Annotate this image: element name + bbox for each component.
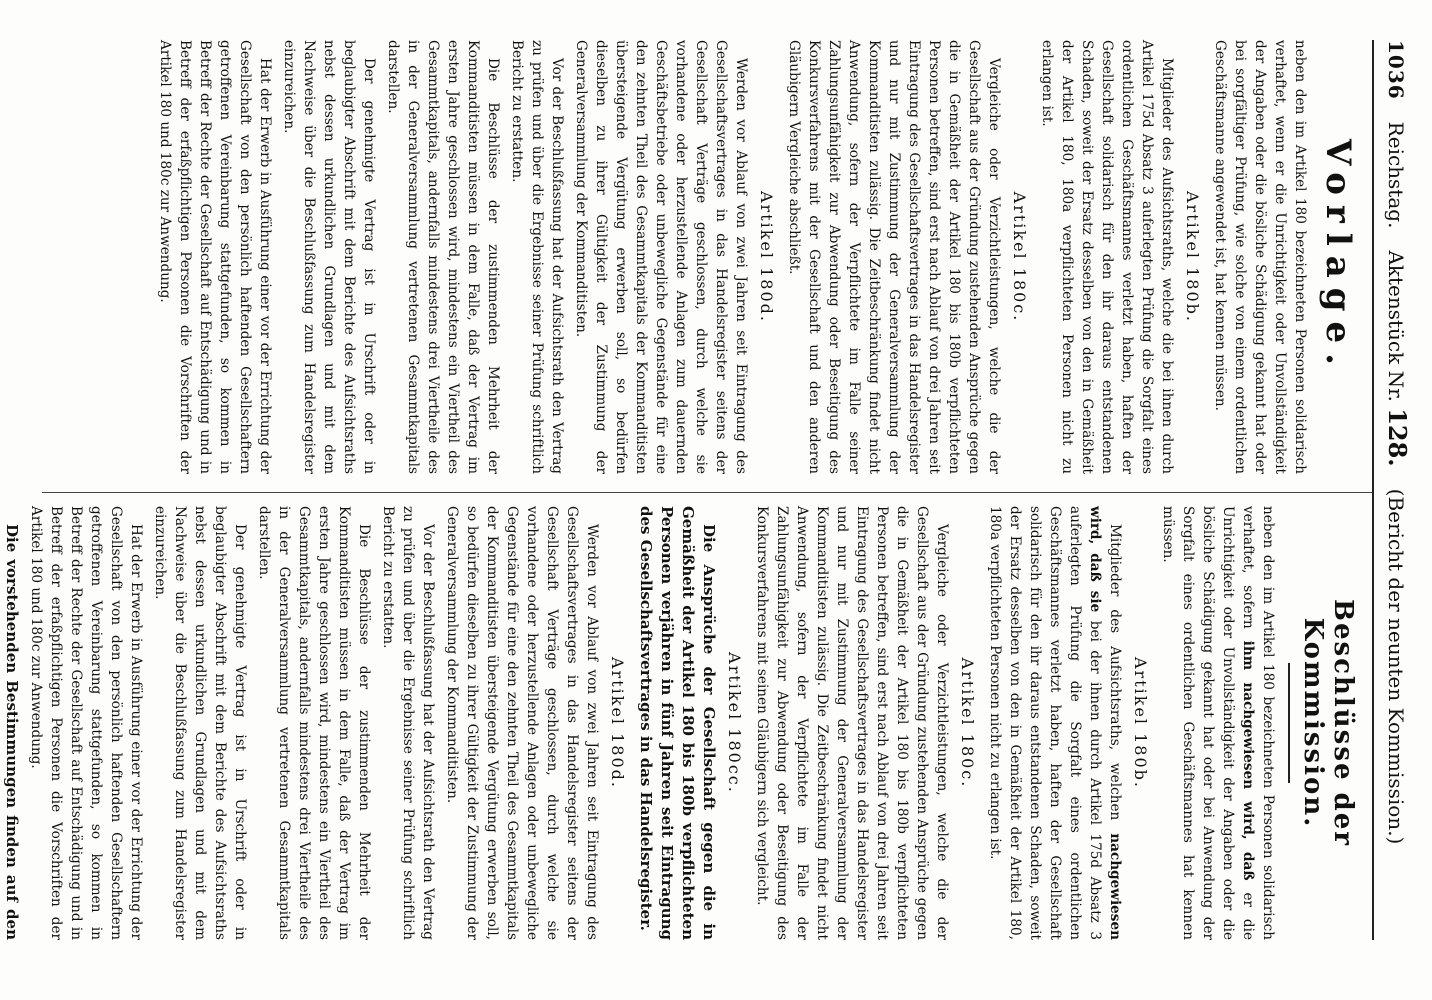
left-article-180b-text: Mitglieder des Aufsichtsraths, welche die bei ihnen durch Artikel 175d Absatz 3 auferlegten Prüfung die Sorgfalt eines ordentlichen Geschäftsmannes verletzt haben, haften der Gesellschaft solidarisch für den ihr daraus entstandenen Schaden, soweit der Ersatz desselben von den in Gemäßheit der Artikel 180, 180a verpflichteten Personen nicht zu erlangen ist.	[1039, 40, 1175, 474]
left-article-180c-heading: Artikel 180c.	[1010, 191, 1029, 323]
right-article-180c-heading: Artikel 180c.	[958, 657, 977, 789]
right-article-180d-closing: Die vorstehenden Bestimmungen finden auf den	[3, 524, 21, 940]
left-article-180d-para-2: Vor der Beschlußfassung hat der Aufsichtsrath den Vertrag zu prüfen und über die Ergebnisse seiner Prüfung schriftlich Bericht zu erstatten.	[509, 40, 565, 474]
left-article-180b-heading: Artikel 180b.	[1183, 191, 1202, 323]
right-article-180d-heading: Artikel 180d.	[608, 657, 627, 789]
heading-rule	[1288, 663, 1290, 783]
page-number: 1036	[1384, 40, 1408, 100]
right-180b-bold: nachgewiesen wird, daß sie	[1087, 506, 1123, 940]
column-divider	[42, 492, 1372, 493]
right-opening-end: er die Unrichtigkeit oder Unvollständigkeit der Angaben oder die bösliche Schädigung gekannt hat oder bei Anwendung der Sorgfalt eines ordentlichen Geschäftsmannes hat kennen müssen.	[1160, 506, 1256, 941]
left-article-180d-heading: Artikel 180d.	[757, 191, 776, 323]
left-article-180d-para-1: Werden vor Ablauf von zwei Jahren seit Eintragung des Gesellschaftsvertrages in das Handelsregister seitens der Gesellschaft Verträge geschlossen, durch welche sie vorhandene oder herzustellende Anlagen zum dauernden Geschäftsbetriebe oder unbewegliche Gegenstände für eine den zehnten Theil des Gesammtkapitals der Kommanditisten übersteigende Vergütung erwerben soll, so bedürfen dieselben zu ihrer Gültigkeit der Zustimmung der Generalversammlung der Kommanditisten.	[573, 40, 749, 474]
left-column	[151, 40, 1362, 474]
right-180b-start: Mitglieder des Aufsichtsraths, welchen	[1107, 524, 1123, 834]
left-article-180c-text: Vergleiche oder Verzichtleistungen, welche die der Gesellschaft aus der Gründung zustehenden Ansprüche gegen die in Gemäßheit der Artikel 180 bis 180b verpflichteten Personen betreffen, sind erst nach Ablauf von drei Jahren seit Eintragung des Gesellschaftsvertrages in das Handelsregister und nur mit Zustimmung der Generalversammlung der Kommanditisten zulässig. Die Zeitbeschränkung findet nicht Anwendung, sofern der Verpflichtete im Falle seiner Zahlungsunfähigkeit zur Abwendung oder Beseitigung des Konkursverfahrens mit der Gesellschaft und den anderen Gläubigern Vergleiche abschließt.	[786, 40, 1002, 474]
right-article-180d-para-3: Die Beschlüsse der zustimmenden Mehrheit der Kommanditisten müssen in dem Falle, daß der Vertrag im ersten Jahre geschlossen wird, mindestens ein Viertheil des Gesammtkapitals, andernfalls mindestens drei Viertheile des in der Generalversammlung vertretenen Gesammtkapitals darstellen.	[256, 506, 372, 940]
right-opening-paragraph	[1158, 506, 1278, 940]
right-article-180b-heading: Artikel 180b.	[1131, 657, 1150, 789]
right-article-180cc-heading: Artikel 180cc.	[725, 652, 744, 794]
right-article-180cc-text: Die Ansprüche der Gesellschaft gegen die in Gemäßheit der Artikel 180 bis 180b verpflichteten Personen verjähren in fünf Jahren seit Eintragung des Gesellschaftsvertrages in das Handelsregister.	[637, 506, 718, 940]
right-article-180c-text: Vergleiche oder Verzichtleistungen, welche die der Gesellschaft aus der Gründung zustehenden Ansprüche gegen die in Gemäßheit der Artikel 180 bis 180b verpflichteten Personen betreffen, sind erst nach Ablauf von drei Jahren seit Eintragung des Gesellschaftsvertrages in das Handelsregister und nur mit Zustimmung der Generalversammlung der Kommanditisten zulässig. Die Zeitbeschränkung findet nicht Anwendung, sofern der Verpflichtete im Falle der Zahlungsunfähigkeit zur Abwendung oder Beseitigung des Konkursverfahrens mit seinen Gläubigern sich vergleicht.	[754, 506, 950, 940]
right-article-180d-para-1: Werden vor Ablauf von zwei Jahren seit Eintragung des Gesellschaftsvertrages in das Handelsregister seitens der Gesellschaft Verträge geschlossen, durch welche sie vorhandene oder herzustellende Anlagen oder unbewegliche Gegenstände für eine den zehnten Theil des Gesammtkapitals der Kommanditisten übersteigende Vergütung erwerben soll, so bedürfen dieselben zu ihrer Gültigkeit der Zustimmung der Generalversammlung der Kommanditisten.	[444, 506, 600, 940]
right-article-180d-para-4: Der genehmigte Vertrag ist in Urschrift oder in beglaubigter Abschrift mit dem Berichte des Aufsichtsraths nebst dessen urkundlichen Grundlagen und mit dem Nachweise über die Beschlußfassung zum Handelsregister einzureichen.	[152, 506, 248, 940]
left-article-180d-para-4: Der genehmigte Vertrag ist in Urschrift oder in beglaubigter Abschrift mit dem Berichte des Aufsichtsraths nebst dessen urkundlichen Grundlagen und mit dem Nachweise über die Beschlußfassung zum Handelsregister einzureichen.	[281, 40, 377, 474]
right-article-180d-para-5: Hat der Erwerb in Ausführung einer vor der Errichtung der Gesellschaft von den persönlich haftenden Gesellschaftern getroffenen Vereinbarung stattgefunden, so kommen in Betreff der Rechte der Gesellschaft auf Entschädigung und in Betreff der erfaßpflichtigen Personen die Vorschriften der Artikel 180 und 180c zur Anwendung.	[28, 506, 144, 940]
right-opening-bold: ihm nachgewiesen wird, daß	[1240, 640, 1256, 881]
vorlage-heading: Vorlage.	[1318, 138, 1358, 376]
page-header	[1376, 40, 1412, 940]
right-article-180d-para-2: Vor der Beschlußfassung hat der Aufsichtsrath den Vertrag zu prüfen und über die Ergebnisse seiner Prüfung schriftlich Bericht zu erstatten.	[380, 506, 436, 940]
right-column	[0, 506, 1362, 940]
right-opening-start: neben den im Artikel 180 bezeichneten Personen solidarisch verhaftet, sofern	[1240, 506, 1276, 940]
document-number: 128.	[1383, 408, 1412, 467]
left-article-180d-para-5: Hat der Erwerb in Ausführung einer vor der Errichtung der Gesellschaft von den persönlich haftenden Gesellschaftern getroffenen Vereinbarung stattgefunden, so kommen in Betreff der Rechte der Gesellschaft auf Entschädigung und in Betreff der erfaßpflichtigen Personen die Vorschriften der Artikel 180 und 180c zur Anwendung.	[157, 40, 273, 474]
left-article-180d-para-3: Die Beschlüsse der zustimmenden Mehrheit der Kommanditisten müssen in dem Falle, daß der Vertrag im ersten Jahre geschlossen wird, mindestens ein Viertheil des Gesammtkapitals, andernfalls mindestens drei Viertheile des in der Generalversammlung vertretenen Gesammtkapitals darstellen.	[385, 40, 501, 474]
kommission-heading: Beschlüsse der Kommission.	[1298, 599, 1358, 847]
publication-name: Reichstag.	[1384, 121, 1408, 229]
header-rule	[1372, 40, 1374, 940]
report-note: (Bericht der neunten Kommission.)	[1384, 488, 1408, 845]
right-180b-end: bei der ihnen durch Artikel 175d Absatz 3 auferlegten Prüfung die Sorgfalt eines ordentlichen Geschäftsmannes verletzt haben, haften der Gesellschaft solidarisch für den ihr daraus entstandenen Schaden, soweit der Ersatz desselben von den in Gemäßheit der Artikel 180, 180a verpflichteten Personen nicht zu erlangen ist.	[987, 506, 1103, 941]
right-article-180b-text	[985, 506, 1125, 940]
left-opening-paragraph: neben den im Artikel 180 bezeichneten Personen solidarisch verhaftet, wenn er die Unrichtigkeit oder Unvollständigkeit der Angaben oder die bösliche Schädigung gekannt hat oder bei sorgfältiger Prüfung, wie solche von einem ordentlichen Geschäftsmanne angewendet ist, hat kennen müssen.	[1212, 40, 1308, 474]
document-label: Aktenstück Nr.	[1384, 250, 1408, 402]
